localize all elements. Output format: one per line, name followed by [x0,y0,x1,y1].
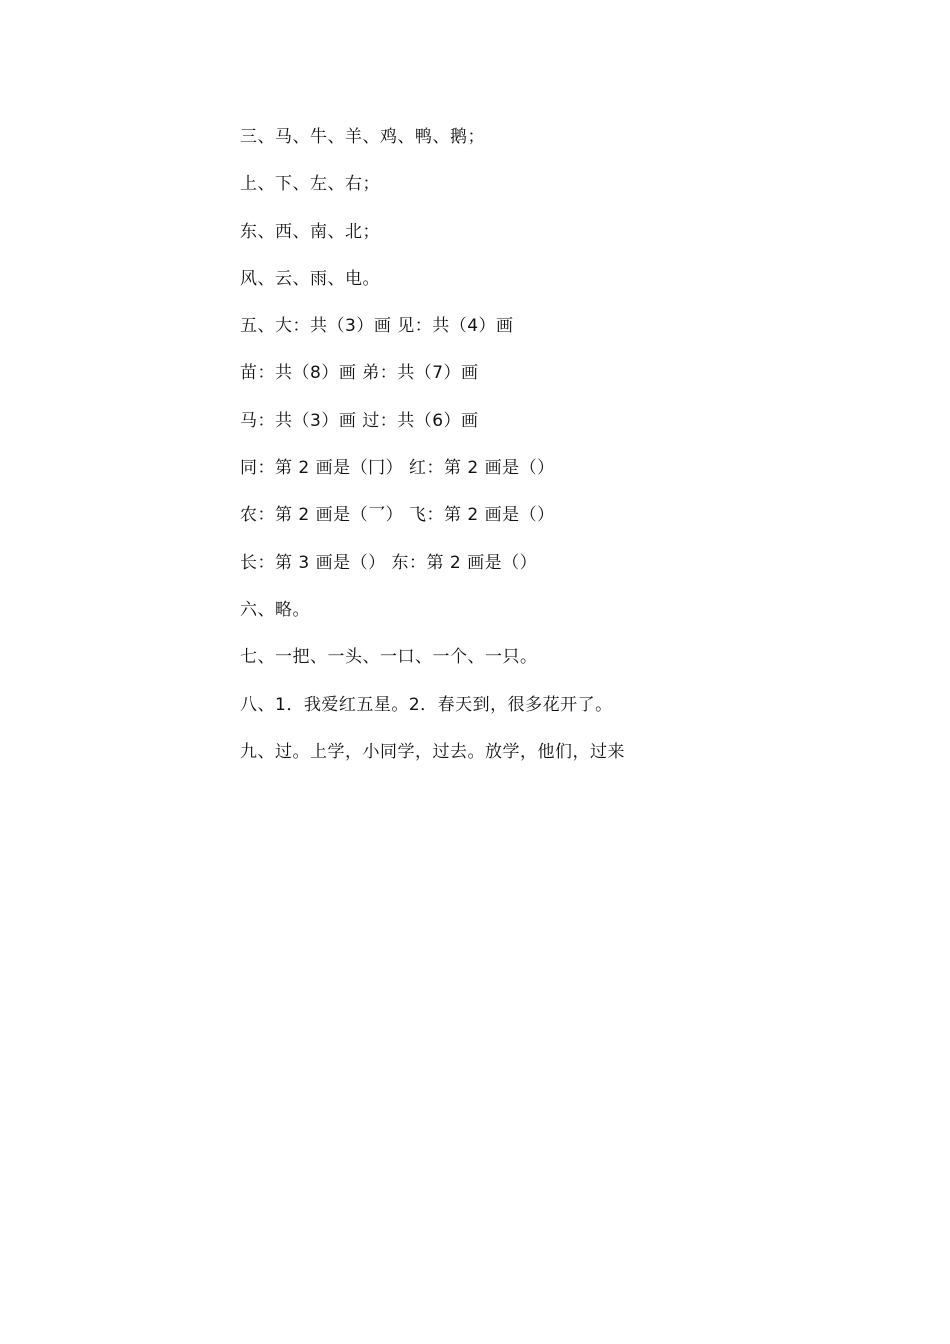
answer-line: 马：共（3）画 过：共（6）画 [240,410,479,431]
answer-list [240,123,625,785]
answer-line: 六、略。 [240,599,310,620]
answer-line: 九、过。上学，小同学，过去。放学，他们，过来 [240,741,625,762]
answer-line: 七、一把、一头、一口、一个、一只。 [240,647,538,668]
answer-line: 风、云、雨、电。 [240,268,380,289]
answer-line: 东、西、南、北； [240,221,380,242]
answer-line: 三、马、牛、羊、鸡、鸭、鹅； [240,127,485,147]
answer-line: 长：第 3 画是（） 东：第 2 画是（） [240,552,538,573]
answer-line: 苗：共（8）画 弟：共（7）画 [240,363,479,384]
answer-line: 五、大：共（3）画 见：共（4）画 [240,316,514,337]
answer-line: 同：第 2 画是（冂） 红：第 2 画是（） [240,458,555,479]
answer-line: 农：第 2 画是（乛） 飞：第 2 画是（） [240,505,555,526]
answer-line: 上、下、左、右； [240,174,380,195]
answer-line: 八、1．我爱红五星。2．春天到，很多花开了。 [240,694,613,715]
